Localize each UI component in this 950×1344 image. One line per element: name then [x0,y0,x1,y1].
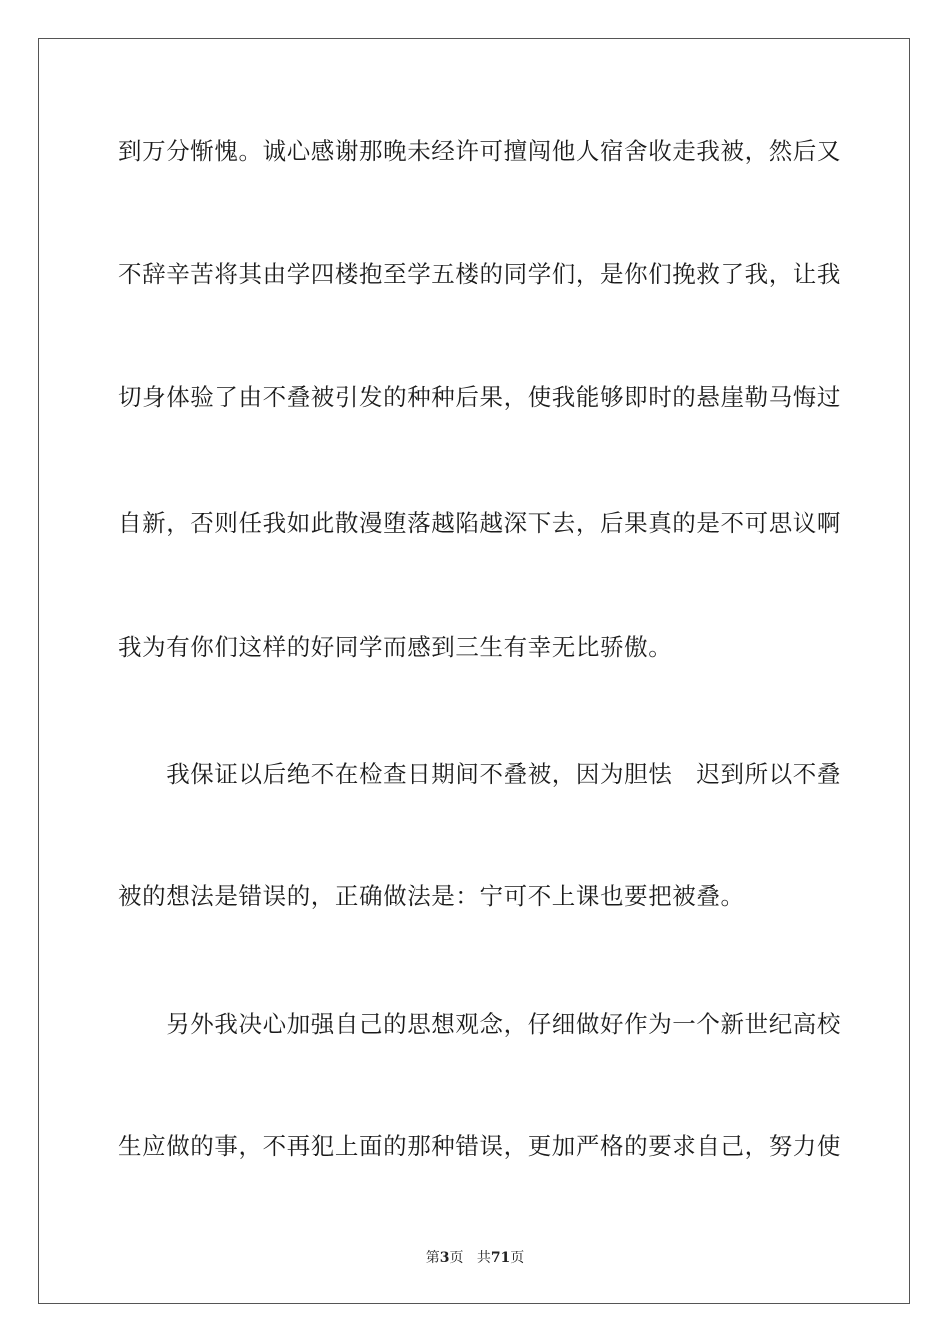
total-label-suffix: 页 [510,1250,525,1266]
body-text-line-7: 被的想法是错误的，正确做法是：宁可不上课也要把被叠。 [118,882,745,910]
body-text-line-4: 自新，否则任我如此散漫堕落越陷越深下去，后果真的是不可思议啊 [118,509,841,537]
page-footer [0,1248,950,1268]
body-text-line-5: 我为有你们这样的好同学而感到三生有幸无比骄傲。 [118,633,673,661]
body-text-line-3: 切身体验了由不叠被引发的种种后果，使我能够即时的悬崖勒马悔过 [118,383,841,411]
page-border [38,38,910,1304]
page-label-suffix: 页 [449,1250,464,1266]
body-text-line-8: 另外我决心加强自己的思想观念，仔细做好作为一个新世纪高校 [118,1010,841,1038]
page-number: 3 [439,1250,450,1266]
body-text-line-9: 生应做的事，不再犯上面的那种错误，更加严格的要求自己，努力使 [118,1132,841,1160]
total-pages: 71 [490,1250,511,1266]
body-text-line-1: 到万分惭愧。诚心感谢那晚未经许可擅闯他人宿舍收走我被，然后又 [118,137,841,165]
total-label-prefix: 共 [476,1250,491,1266]
body-text-line-2: 不辞辛苦将其由学四楼抱至学五楼的同学们，是你们挽救了我，让我 [118,260,841,288]
page-label-prefix: 第 [425,1250,440,1266]
body-text-line-6: 我保证以后绝不在检查日期间不叠被，因为胆怯 迟到所以不叠 [118,760,841,788]
